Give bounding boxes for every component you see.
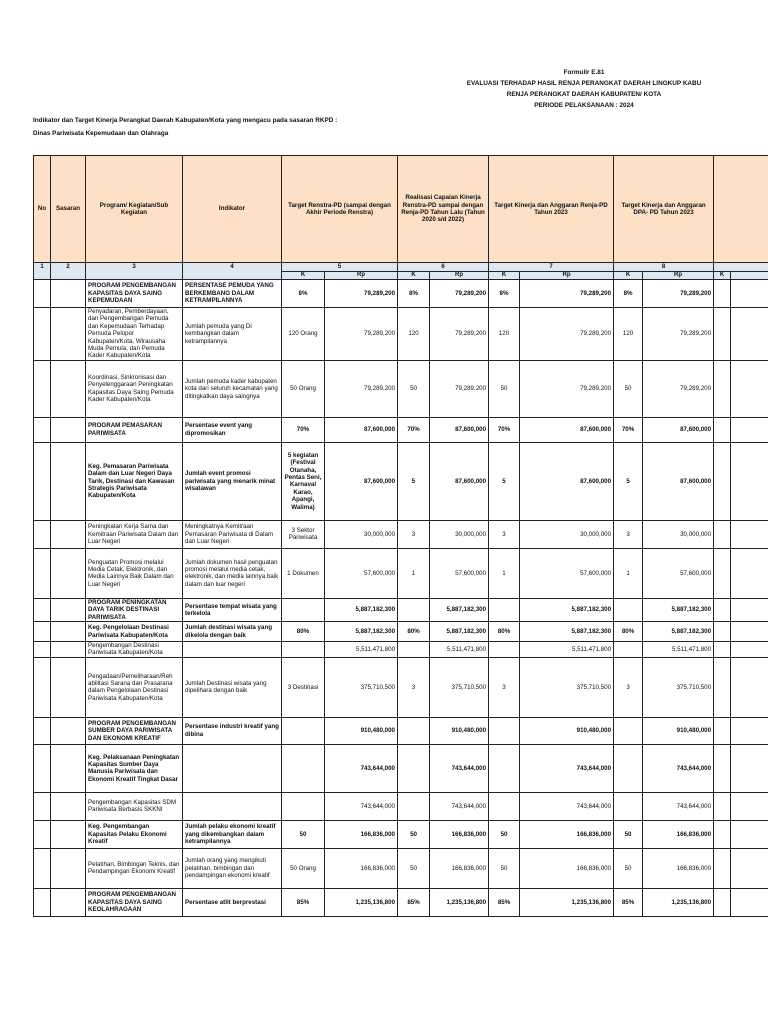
target-renstra-rp: 166,836,000 [325,820,398,848]
agency-name: Dinas Pariwisata Kepemudaan dan Olahraga [33,130,169,137]
target-renstra-k: 1 Dokumen [282,548,325,598]
realisasi-rp: 79,289,200 [430,360,489,417]
dpa-k: 3 [614,657,643,717]
colnum-9 [714,263,768,272]
indikator-cell: Meningkatnya Kemitraan Pemasaran Pariwisata di Dalam dan Luar Negeri [183,520,282,548]
header-no: No [34,156,51,263]
realisasi-k [398,642,430,658]
table-row [34,308,768,361]
indikator-cell: PERSENTASE PEMUDA YANG BERKEMBANG DALAM KETRAMPILANNYA [183,280,282,308]
target-renstra-k [282,744,325,792]
target-renstra-k: 85% [282,888,325,916]
indikator-cell: Persentase atlit berprestasi [183,888,282,916]
dpa-k: 50 [614,820,643,848]
program-cell: Pengembangan Destinasi Pariwisata Kabupaten/Kota [86,642,183,658]
target-renstra-k: 3 Destinasi [282,657,325,717]
colnum-4: 4 [183,263,282,280]
next-rp [731,622,768,642]
renja-k: 8% [489,280,520,308]
no-cell [34,360,51,417]
indikator-cell: Persentase industri kreatif yang dibina [183,717,282,744]
colnum-7: 7 [489,263,614,272]
realisasi-rp: 166,836,000 [430,820,489,848]
dpa-rp: 79,289,200 [643,280,714,308]
realisasi-rp: 743,644,000 [430,792,489,820]
realisasi-rp: 57,600,000 [430,548,489,598]
no-cell [34,657,51,717]
target-renstra-rp: 1,235,136,800 [325,888,398,916]
dpa-rp: 166,836,000 [643,848,714,888]
realisasi-k [398,717,430,744]
target-renstra-rp: 5,887,182,300 [325,598,398,621]
target-renstra-k: 8% [282,280,325,308]
renja-rp: 910,480,000 [520,717,614,744]
renja-rp: 375,710,500 [520,657,614,717]
next-rp [731,598,768,621]
program-cell: Pelatihan, Bimbingan Teknis, dan Pendampingan Ekonomi Kreatif [86,848,183,888]
form-period: PERIODE PELAKSANAAN : 2024 [534,102,634,109]
target-renstra-rp: 743,644,000 [325,744,398,792]
next-k [714,520,731,548]
realisasi-rp: 5,511,471,800 [430,642,489,658]
target-renstra-k: 50 Orang [282,848,325,888]
renja-k: 120 [489,308,520,361]
table-row [34,744,768,792]
sub-k: K [614,272,643,280]
renja-k: 85% [489,888,520,916]
dpa-k: 8% [614,280,643,308]
program-cell: Penguatan Promosi melalui Media Cetak, Elektronik, dan Media Lainnya Baik Dalam dan Luar Negeri [86,548,183,598]
renja-rp: 79,289,200 [520,280,614,308]
table-row [34,280,768,308]
table-row [34,848,768,888]
realisasi-rp: 87,600,000 [430,442,489,520]
header-program: Program/ Kegiatan/Sub Kegiatan [86,156,183,263]
next-k [714,642,731,658]
indikator-cell: Jumlah pemuda yang Di kembangkan dalam ketrampilannya [183,308,282,361]
dpa-k [614,744,643,792]
realisasi-rp: 910,480,000 [430,717,489,744]
renja-rp: 87,600,000 [520,417,614,442]
sasaran-cell [51,360,86,417]
colnum-5: 5 [282,263,398,272]
target-renstra-rp: 79,289,200 [325,308,398,361]
renja-rp: 743,644,000 [520,792,614,820]
renja-k: 50 [489,360,520,417]
dpa-k [614,792,643,820]
target-renstra-rp: 375,710,500 [325,657,398,717]
indikator-cell: Jumlah pelaku ekonomi kreatif yang dikembangkan dalam ketrampilannya [183,820,282,848]
next-rp [731,642,768,658]
realisasi-rp: 5,887,182,300 [430,598,489,621]
next-k [714,417,731,442]
realisasi-k: 120 [398,308,430,361]
sasaran-cell [51,657,86,717]
next-k [714,598,731,621]
dpa-k: 50 [614,360,643,417]
next-rp [731,744,768,792]
realisasi-rp: 743,644,000 [430,744,489,792]
renja-k: 3 [489,520,520,548]
dpa-rp: 166,836,000 [643,820,714,848]
sasaran-cell [51,888,86,916]
renja-rp: 166,836,000 [520,820,614,848]
realisasi-k [398,598,430,621]
renja-k [489,642,520,658]
table-row [34,888,768,916]
target-renstra-rp: 79,289,200 [325,360,398,417]
no-cell [34,548,51,598]
form-subtitle: RENJA PERANGKAT DAERAH KABUPATEN/ KOTA [506,91,662,98]
dpa-rp: 743,644,000 [643,744,714,792]
header-target-renstra: Target Renstra-PD (sampai dengan Akhir Periode Renstra) [282,156,398,263]
table-row [34,442,768,520]
dpa-rp: 79,289,200 [643,360,714,417]
renja-k: 80% [489,622,520,642]
next-k [714,744,731,792]
table-row [34,642,768,658]
colnum-3: 3 [86,263,183,280]
table-row [34,360,768,417]
sasaran-cell [51,520,86,548]
no-cell [34,744,51,792]
program-cell: Koordinasi, Sinkronisasi dan Penyelenggaraan Peningkatan Kapasitas Daya Saing Pemuda Kader Kabupaten/Kota [86,360,183,417]
indikator-cell: Jumlah Destinasi wisata yang dipelihara dengan baik [183,657,282,717]
dpa-rp: 87,600,000 [643,442,714,520]
indikator-cell: Jumlah dokumen hasil penguatan promosi melalui media cetak, elektronik, dan media lainnya baik dalam dan luar negeri [183,548,282,598]
intro-text: Indikator dan Target Kinerja Perangkat Daerah Kabupaten/Kota yang mengacu pada sasaran RKPD : [33,117,338,124]
next-rp [731,417,768,442]
sub-k: K [398,272,430,280]
realisasi-k: 8% [398,280,430,308]
next-k [714,308,731,361]
program-cell: Keg. Pengelolaan Destinasi Pariwisata Kabupaten/Kota [86,622,183,642]
program-cell: Keg. Pemasaran Pariwisata Dalam dan Luar Negeri Daya Tarik, Destinasi dan Kawasan Strategis Pariwisata Kabupaten/Kota [86,442,183,520]
indikator-cell [183,792,282,820]
no-cell [34,717,51,744]
form-code: Formulir E.81 [563,69,605,76]
program-cell: PROGRAM PENGEMBANGAN SUMBER DAYA PARIWISATA DAN EKONOMI KREATIF [86,717,183,744]
indikator-cell: Jumlah pemuda kader kabupaten kota dari seluruh kecamatan yang ditingkatkan daya saingnya [183,360,282,417]
sasaran-cell [51,717,86,744]
sub-rp: Rp [643,272,714,280]
renja-rp: 57,600,000 [520,548,614,598]
realisasi-k: 80% [398,622,430,642]
no-cell [34,622,51,642]
realisasi-k [398,792,430,820]
renja-rp: 79,289,200 [520,360,614,417]
no-cell [34,417,51,442]
program-cell: PROGRAM PENINGKATAN DAYA TARIK DESTINASI PARIWISATA [86,598,183,621]
renja-rp: 5,887,182,300 [520,598,614,621]
sub-k: K [489,272,520,280]
realisasi-k: 1 [398,548,430,598]
renja-k: 1 [489,548,520,598]
dpa-k: 3 [614,520,643,548]
renja-rp: 87,600,000 [520,442,614,520]
table-row [34,717,768,744]
dpa-k [614,598,643,621]
dpa-k: 70% [614,417,643,442]
target-renstra-rp: 910,480,000 [325,717,398,744]
no-cell [34,820,51,848]
colnum-2: 2 [51,263,86,280]
indikator-cell [183,744,282,792]
next-k [714,360,731,417]
target-renstra-rp: 87,600,000 [325,417,398,442]
form-title: EVALUASI TERHADAP HASIL RENJA PERANGKAT DAERAH LINGKUP KABU [466,80,702,87]
target-renstra-k: 80% [282,622,325,642]
table-row [34,520,768,548]
sasaran-cell [51,308,86,361]
dpa-rp: 87,600,000 [643,417,714,442]
table-row [34,657,768,717]
dpa-rp: 5,887,182,300 [643,622,714,642]
realisasi-k: 5 [398,442,430,520]
dpa-k: 120 [614,308,643,361]
realisasi-k: 3 [398,657,430,717]
next-k [714,820,731,848]
next-k [714,280,731,308]
dpa-rp: 30,000,000 [643,520,714,548]
table-row [34,548,768,598]
no-cell [34,598,51,621]
program-cell: Pengadaan/Pemeliharaan/Reh abilitasi Sarana dan Prasarana dalam Pengelolaan Destinasi Pariwisata Kabupaten/Kota [86,657,183,717]
renja-k: 5 [489,442,520,520]
renja-k: 70% [489,417,520,442]
indikator-cell [183,642,282,658]
target-renstra-k: 70% [282,417,325,442]
target-renstra-rp: 79,289,200 [325,280,398,308]
header-realisasi: Realisasi Capaian Kinerja Renstra-PD sampai dengan Renja-PD Tahun Lalu (Tahun 2020 s/d 2022) [398,156,489,263]
column-number-row [34,263,768,272]
next-rp [731,717,768,744]
renja-rp: 5,511,471,800 [520,642,614,658]
realisasi-k: 50 [398,360,430,417]
sasaran-cell [51,280,86,308]
next-k [714,848,731,888]
dpa-rp: 910,480,000 [643,717,714,744]
target-renstra-k: 5 kegiatan (Festival Otanaha, Pentas Seni, Karnaval Karao, Apangi, Walima) [282,442,325,520]
sasaran-cell [51,598,86,621]
next-k [714,442,731,520]
header-target-renja: Target Kinerja dan Anggaran Renja-PD Tahun 2023 [489,156,614,263]
dpa-rp: 5,887,182,300 [643,598,714,621]
program-cell: Pengembangan Kapasitas SDM Pariwisata Berbasis SKKNI [86,792,183,820]
realisasi-k: 3 [398,520,430,548]
realisasi-rp: 375,710,500 [430,657,489,717]
indikator-cell: Persentase tempat wisata yang terkelola [183,598,282,621]
renja-k: 50 [489,848,520,888]
next-rp [731,888,768,916]
sasaran-cell [51,417,86,442]
renja-k: 50 [489,820,520,848]
program-cell: PROGRAM PENGEMBANGAN KAPASITAS DAYA SAING KEOLAHRAGAAN [86,888,183,916]
sub-k: K [282,272,325,280]
next-rp [731,548,768,598]
renja-rp: 1,235,136,800 [520,888,614,916]
dpa-k: 85% [614,888,643,916]
form-header [400,67,768,111]
colnum-8: 8 [614,263,714,272]
next-k [714,548,731,598]
next-rp [731,657,768,717]
dpa-k: 50 [614,848,643,888]
program-cell: PROGRAM PENGEMBANGAN KAPASITAS DAYA SAING KEPEMUDAAN [86,280,183,308]
next-rp [731,820,768,848]
indikator-cell: Persentase event yang dipromosikan [183,417,282,442]
dpa-k [614,642,643,658]
target-renstra-k: 50 [282,820,325,848]
colnum-1: 1 [34,263,51,280]
next-k [714,657,731,717]
realisasi-k: 50 [398,848,430,888]
realisasi-k: 50 [398,820,430,848]
table-row [34,417,768,442]
sasaran-cell [51,792,86,820]
no-cell [34,280,51,308]
realisasi-rp: 1,235,136,800 [430,888,489,916]
renja-k [489,792,520,820]
target-renstra-rp: 166,836,000 [325,848,398,888]
next-rp [731,442,768,520]
renja-rp: 743,644,000 [520,744,614,792]
dpa-rp: 375,710,500 [643,657,714,717]
renja-rp: 30,000,000 [520,520,614,548]
realisasi-rp: 79,289,200 [430,280,489,308]
no-cell [34,792,51,820]
no-cell [34,308,51,361]
no-cell [34,442,51,520]
program-cell: Keg. Pengembangan Kapasitas Pelaku Ekonomi Kreatif [86,820,183,848]
sub-rp: Rp [325,272,398,280]
no-cell [34,642,51,658]
renja-rp: 79,289,200 [520,308,614,361]
next-k [714,792,731,820]
sasaran-cell [51,548,86,598]
no-cell [34,888,51,916]
sub-blank [731,272,768,280]
program-cell: Peningkatan Kerja Sama dan Kemitraan Pariwisata Dalam dan Luar Negeri [86,520,183,548]
sasaran-cell [51,642,86,658]
target-renstra-k: 50 Orang [282,360,325,417]
table-row [34,792,768,820]
realisasi-rp: 79,289,200 [430,308,489,361]
realisasi-k: 85% [398,888,430,916]
sub-rp: Rp [520,272,614,280]
dpa-rp: 57,600,000 [643,548,714,598]
table-row [34,820,768,848]
realisasi-k: 70% [398,417,430,442]
next-rp [731,848,768,888]
target-renstra-rp: 57,600,000 [325,548,398,598]
sasaran-cell [51,848,86,888]
target-renstra-k [282,792,325,820]
table-row [34,622,768,642]
sasaran-cell [51,622,86,642]
sasaran-cell [51,442,86,520]
target-renstra-k [282,717,325,744]
sasaran-cell [51,820,86,848]
indikator-cell: Jumlah orang yang mengikuti pelatihan, bimbingan dan pendampingan ekonomi kreatif [183,848,282,888]
realisasi-k [398,744,430,792]
header-sasaran: Sasaran [51,156,86,263]
dpa-k: 1 [614,548,643,598]
target-renstra-rp: 5,511,471,800 [325,642,398,658]
indikator-cell: Jumlah event promosi pariwisata yang menarik minat wisatawan [183,442,282,520]
next-rp [731,520,768,548]
next-rp [731,308,768,361]
colnum-6: 6 [398,263,489,272]
target-renstra-k [282,642,325,658]
realisasi-rp: 166,836,000 [430,848,489,888]
dpa-k [614,717,643,744]
table-header-row [34,156,768,263]
next-k [714,717,731,744]
next-rp [731,360,768,417]
sub-rp: Rp [430,272,489,280]
target-renstra-rp: 30,000,000 [325,520,398,548]
dpa-k: 5 [614,442,643,520]
target-renstra-rp: 743,644,000 [325,792,398,820]
target-renstra-k: 3 Sektor Pariwisata [282,520,325,548]
renja-k: 3 [489,657,520,717]
indikator-cell: Jumlah destinasi wisata yang dikelola dengan baik [183,622,282,642]
dpa-rp: 743,644,000 [643,792,714,820]
realisasi-rp: 87,600,000 [430,417,489,442]
sasaran-cell [51,744,86,792]
header-next-column [714,156,768,263]
next-k [714,888,731,916]
target-renstra-k [282,598,325,621]
next-rp [731,792,768,820]
dpa-rp: 5,511,471,800 [643,642,714,658]
no-cell [34,520,51,548]
program-cell: PROGRAM PEMASARAN PARIWISATA [86,417,183,442]
dpa-rp: 1,235,136,800 [643,888,714,916]
target-renstra-rp: 5,887,182,300 [325,622,398,642]
renja-rp: 5,887,182,300 [520,622,614,642]
dpa-k: 80% [614,622,643,642]
renja-k [489,717,520,744]
next-rp [731,280,768,308]
next-k [714,622,731,642]
dpa-rp: 79,289,200 [643,308,714,361]
performance-table [33,155,768,917]
program-cell: Penyadaran, Pemberdayaan, dan Pengembangan Pemuda dan Kepemudaan Terhadap Pemuda Pelopor Kabupaten/Kota, Wirausaha Muda Pemula, dan Pemuda Kader Kabupaten/Kota [86,308,183,361]
table-row [34,598,768,621]
target-renstra-k: 120 Orang [282,308,325,361]
no-cell [34,848,51,888]
header-indikator: Indikator [183,156,282,263]
header-target-dpa: Target Kinerja dan Anggaran DPA- PD Tahun 2023 [614,156,714,263]
program-cell: Keg. Pelaksanaan Peningkatan Kapasitas Sumber Daya Manusia Pariwisata dan Ekonomi Kreatif Tingkat Dasar [86,744,183,792]
realisasi-rp: 5,887,182,300 [430,622,489,642]
renja-k [489,598,520,621]
renja-rp: 166,836,000 [520,848,614,888]
renja-k [489,744,520,792]
realisasi-rp: 30,000,000 [430,520,489,548]
target-renstra-rp: 87,600,000 [325,442,398,520]
sub-k: K [714,272,731,280]
